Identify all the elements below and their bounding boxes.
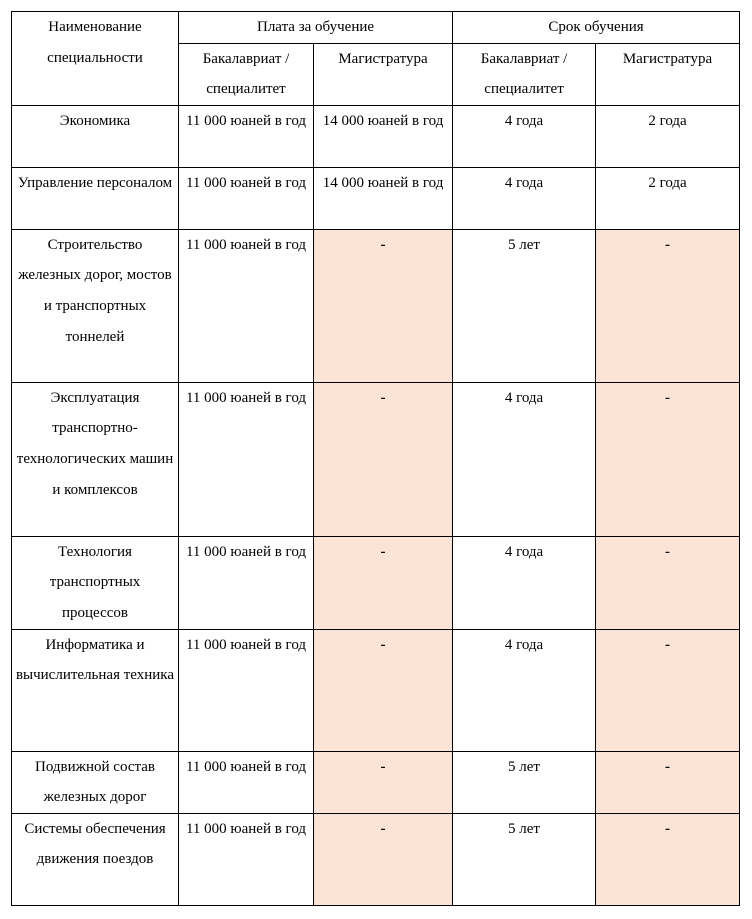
duration-master: -: [596, 629, 740, 751]
table-row: [12, 751, 740, 813]
header-duration-bachelor: Бакалавриат / специалитет: [453, 43, 596, 105]
table-row: [12, 536, 740, 629]
duration-bachelor: 4 года: [453, 167, 596, 229]
fee-bachelor: 11 000 юаней в год: [179, 167, 314, 229]
duration-bachelor: 4 года: [453, 629, 596, 751]
header-duration-master: Магистратура: [596, 43, 740, 105]
header-fee-bachelor: Бакалавриат / специалитет: [179, 43, 314, 105]
fee-master: -: [314, 751, 453, 813]
fee-master: 14 000 юаней в год: [314, 105, 453, 167]
tuition-table: [11, 11, 740, 906]
specialty-name: Системы обеспечения движения поездов: [12, 813, 179, 905]
fee-master: 14 000 юаней в год: [314, 167, 453, 229]
table-row: [12, 167, 740, 229]
fee-master: -: [314, 536, 453, 629]
specialty-name: Строительство железных дорог, мостов и транспортных тоннелей: [12, 229, 179, 382]
duration-bachelor: 4 года: [453, 105, 596, 167]
specialty-name: Управление персоналом: [12, 167, 179, 229]
fee-master: -: [314, 629, 453, 751]
fee-bachelor: 11 000 юаней в год: [179, 105, 314, 167]
duration-bachelor: 5 лет: [453, 813, 596, 905]
table-row: [12, 629, 740, 751]
table-row: [12, 229, 740, 382]
header-fee-master: Магистратура: [314, 43, 453, 105]
duration-master: -: [596, 751, 740, 813]
specialty-name: Информатика и вычислительная техника: [12, 629, 179, 751]
duration-master: -: [596, 813, 740, 905]
table-row: [12, 382, 740, 536]
duration-master: -: [596, 229, 740, 382]
table-row: [12, 105, 740, 167]
fee-master: -: [314, 229, 453, 382]
fee-bachelor: 11 000 юаней в год: [179, 382, 314, 536]
fee-bachelor: 11 000 юаней в год: [179, 751, 314, 813]
header-duration: Срок обучения: [453, 12, 740, 44]
duration-bachelor: 5 лет: [453, 229, 596, 382]
specialty-name: Экономика: [12, 105, 179, 167]
specialty-name: Эксплуатация транспортно-технологических машин и комплексов: [12, 382, 179, 536]
header-fee: Плата за обучение: [179, 12, 453, 44]
header-row-top: [12, 12, 740, 44]
specialty-name: Технология транспортных процессов: [12, 536, 179, 629]
specialty-name: Подвижной состав железных дорог: [12, 751, 179, 813]
duration-master: -: [596, 536, 740, 629]
fee-master: -: [314, 382, 453, 536]
header-specialty: Наименование специальности: [12, 12, 179, 106]
duration-bachelor: 4 года: [453, 536, 596, 629]
fee-bachelor: 11 000 юаней в год: [179, 229, 314, 382]
fee-bachelor: 11 000 юаней в год: [179, 536, 314, 629]
table-row: [12, 813, 740, 905]
fee-master: -: [314, 813, 453, 905]
duration-bachelor: 5 лет: [453, 751, 596, 813]
fee-bachelor: 11 000 юаней в год: [179, 813, 314, 905]
duration-bachelor: 4 года: [453, 382, 596, 536]
duration-master: 2 года: [596, 105, 740, 167]
fee-bachelor: 11 000 юаней в год: [179, 629, 314, 751]
duration-master: -: [596, 382, 740, 536]
duration-master: 2 года: [596, 167, 740, 229]
